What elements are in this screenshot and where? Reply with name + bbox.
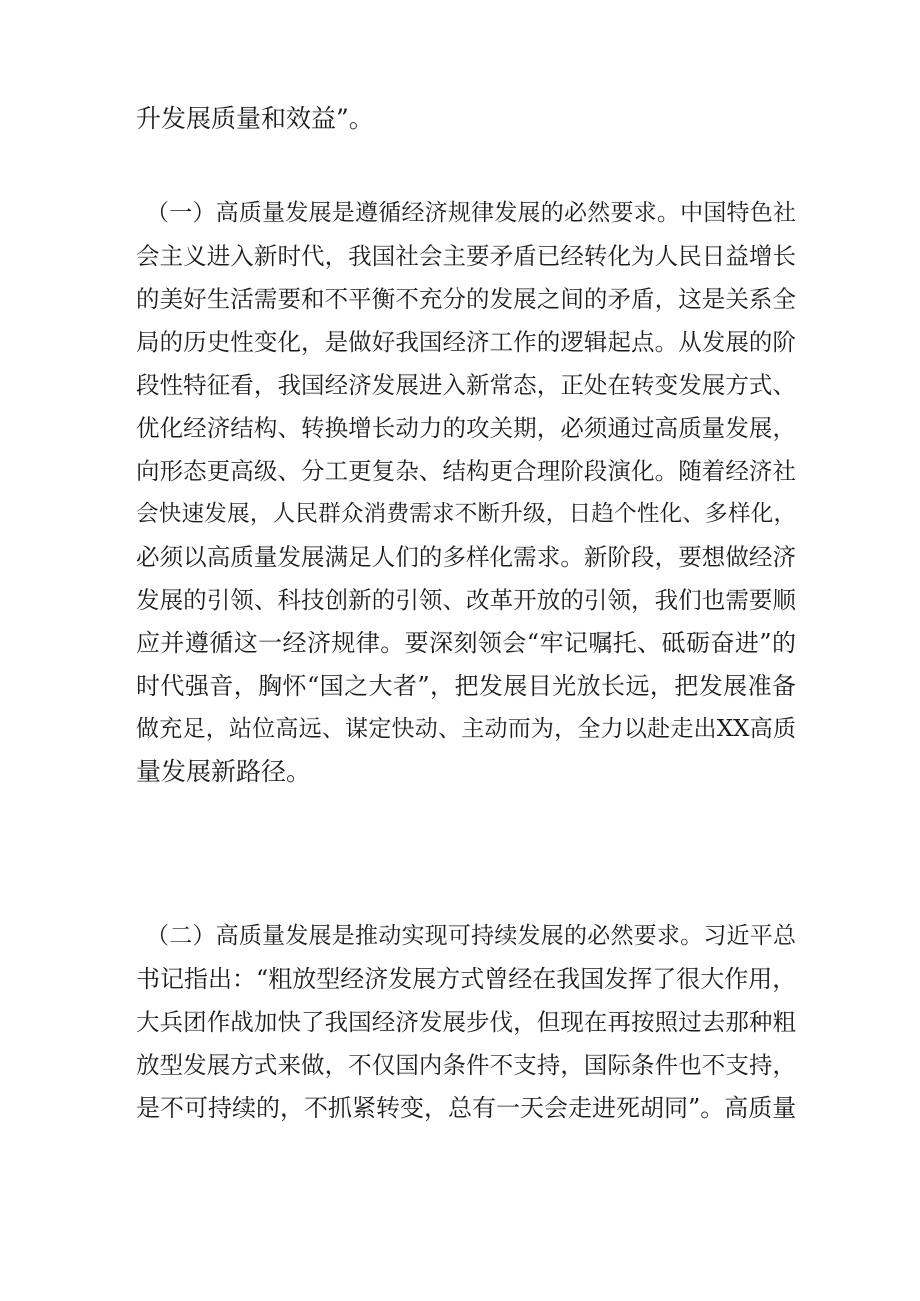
paragraph-line: 会主义进入新时代，我国社会主要矛盾已经转化为人民日益增长 xyxy=(136,242,796,270)
paragraph-line: （二）高质量发展是推动实现可持续发展的必然要求。习近平总 xyxy=(146,923,796,949)
paragraph-line: 向形态更高级、分工更复杂、结构更合理阶段演化。随着经济社 xyxy=(136,457,796,485)
paragraph-line: 的美好生活需要和不平衡不充分的发展之间的矛盾，这是关系全 xyxy=(136,285,796,313)
paragraph-line: 做充足，站位高远、谋定快动、主动而为，全力以赴走出XX高质 xyxy=(136,716,796,742)
paragraph-line: 局的历史性变化，是做好我国经济工作的逻辑起点。从发展的阶 xyxy=(136,328,796,356)
paragraph-line: 必须以高质量发展满足人们的多样化需求。新阶段，要想做经济 xyxy=(136,543,796,571)
paragraph-line: 大兵团作战加快了我国经济发展步伐，但现在再按照过去那种粗 xyxy=(136,1008,796,1036)
paragraph-line: 升发展质量和效益”。 xyxy=(136,104,374,133)
paragraph-line: 放型发展方式来做，不仅国内条件不支持，国际条件也不支持， xyxy=(136,1051,796,1079)
paragraph-line: 时代强音，胸怀“国之大者”，把发展目光放长远，把发展准备 xyxy=(136,672,796,700)
paragraph-line: 会快速发展，人民群众消费需求不断升级，日趋个性化、多样化， xyxy=(136,501,796,527)
paragraph-line: 段性特征看，我国经济发展进入新常态，正处在转变发展方式、 xyxy=(136,371,796,399)
paragraph-line: 是不可持续的，不抓紧转变，总有一天会走进死胡同”。高质量 xyxy=(136,1094,797,1122)
paragraph-line: （一）高质量发展是遵循经济规律发展的必然要求。中国特色社 xyxy=(146,200,796,226)
paragraph-line: 量发展新路径。 xyxy=(136,757,312,786)
paragraph-line: 应并遵循这一经济规律。要深刻领会“牢记嘱托、砥砺奋进”的 xyxy=(136,629,796,657)
paragraph-line: 优化经济结构、转换增长动力的攻关期，必须通过高质量发展， xyxy=(136,414,796,442)
paragraph-line: 书记指出：“粗放型经济发展方式曾经在我国发挥了很大作用， xyxy=(136,965,797,993)
paragraph-line: 发展的引领、科技创新的引领、改革开放的引领，我们也需要顺 xyxy=(136,586,796,614)
